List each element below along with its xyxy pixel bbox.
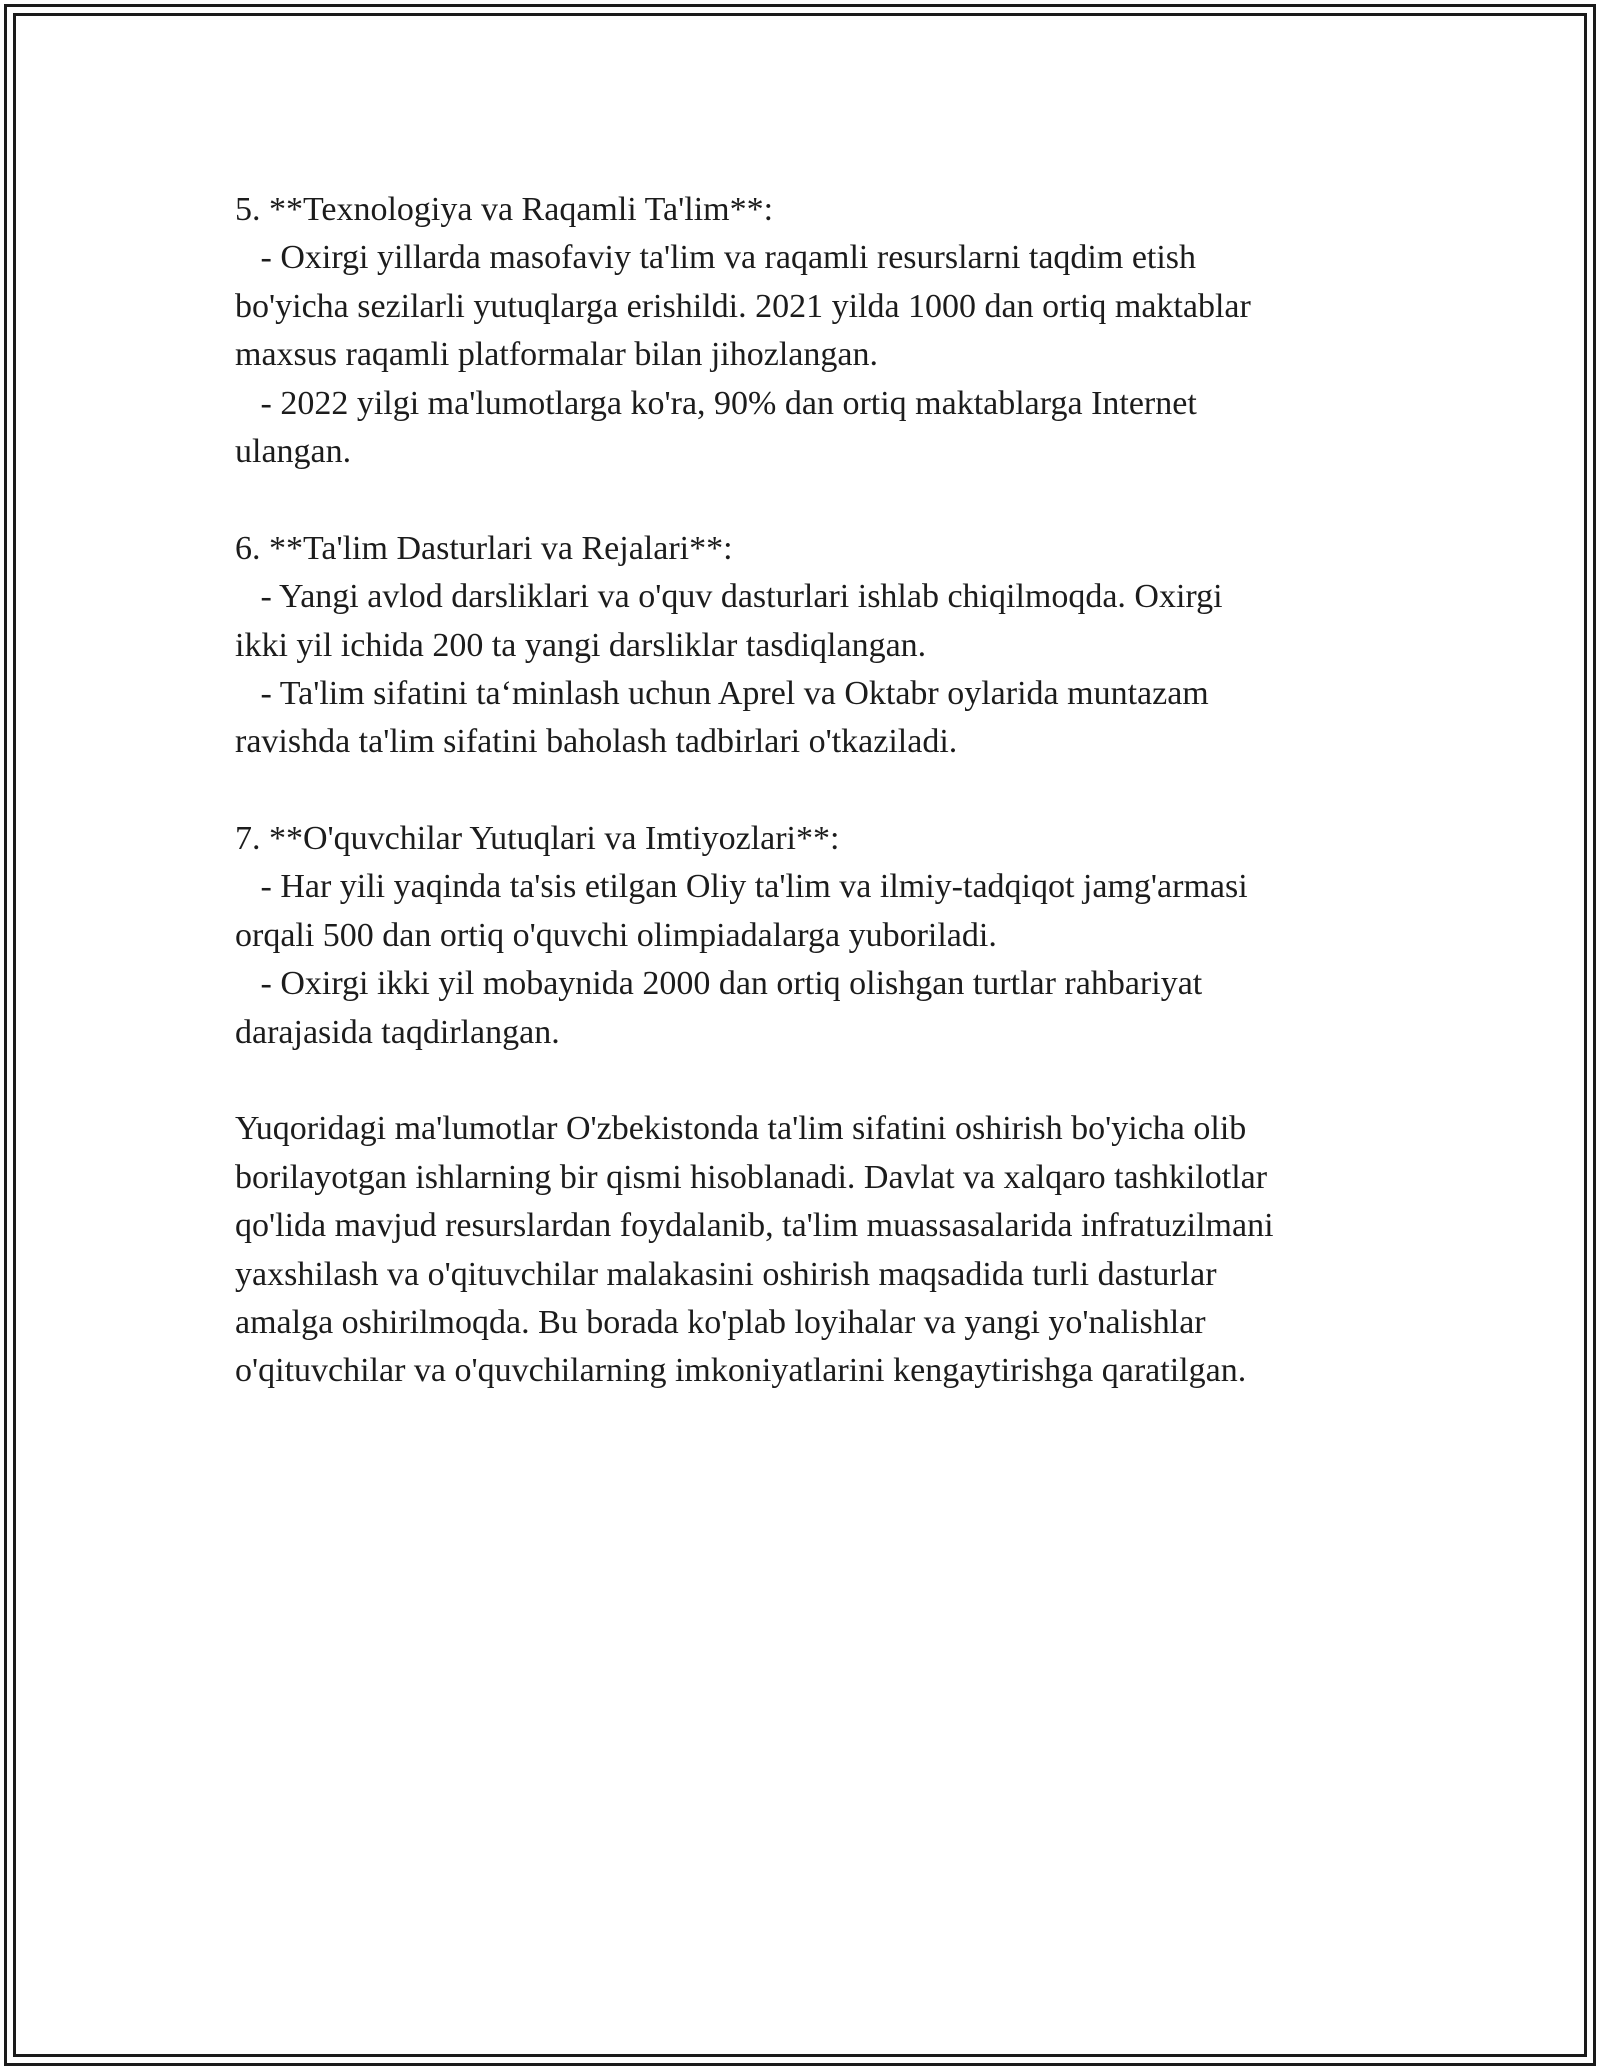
paragraph-line: darajasida taqdirlangan.: [235, 1013, 560, 1051]
section-technology-digital-education: [235, 186, 1415, 476]
paragraph-line: - Oxirgi yillarda masofaviy ta'lim va raqamli resurslarni taqdim etish: [235, 239, 1197, 277]
paragraph-line: bo'yicha sezilarli yutuqlarga erishildi. 2021 yilda 1000 dan ortiq maktablar: [235, 287, 1251, 325]
paragraph-line: o'qituvchilar va o'quvchilarning imkoniyatlarini kengaytirishga qaratilgan.: [235, 1352, 1247, 1390]
paragraph-line: maxsus raqamli platformalar bilan jihozlangan.: [235, 336, 878, 374]
document-body: [235, 186, 1415, 1396]
paragraph-spacer: [235, 767, 1415, 815]
paragraph-line: ikki yil ichida 200 ta yangi darsliklar tasdiqlangan.: [235, 626, 927, 664]
paragraph-line: borilayotgan ishlarning bir qismi hisoblanadi. Davlat va xalqaro tashkilotlar: [235, 1158, 1268, 1196]
paragraph-line: - Yangi avlod darsliklari va o'quv dasturlari ishlab chiqilmoqda. Oxirgi: [235, 578, 1223, 616]
paragraph-line: Yuqoridagi ma'lumotlar O'zbekistonda ta'lim sifatini oshirish bo'yicha olib: [235, 1110, 1247, 1148]
section-heading: 5. **Texnologiya va Raqamli Ta'lim**:: [235, 191, 774, 228]
paragraph-line: - Ta'lim sifatini ta‘minlash uchun Aprel va Oktabr oylarida muntazam: [235, 674, 1209, 712]
paragraph-line: - Har yili yaqinda ta'sis etilgan Oliy ta'lim va ilmiy-tadqiqot jamg'armasi: [235, 868, 1248, 906]
paragraph-spacer: [235, 476, 1415, 524]
paragraph-line: - 2022 yilgi ma'lumotlarga ko'ra, 90% dan ortiq maktablarga Internet: [235, 384, 1197, 422]
paragraph-line: yaxshilash va o'qituvchilar malakasini oshirish maqsadida turli dasturlar: [235, 1255, 1217, 1293]
paragraph-line: - Oxirgi ikki yil mobaynida 2000 dan ortiq olishgan turtlar rahbariyat: [235, 965, 1203, 1003]
section-education-programs: [235, 525, 1415, 767]
paragraph-line: qo'lida mavjud resurslardan foydalanib, ta'lim muassasalarida infratuzilmani: [235, 1207, 1274, 1245]
section-conclusion: [235, 1105, 1415, 1395]
paragraph-spacer: [235, 1057, 1415, 1105]
paragraph-line: ulangan.: [235, 432, 352, 470]
section-heading: 7. **O'quvchilar Yutuqlari va Imtiyozlari**:: [235, 820, 840, 858]
paragraph-line: ravishda ta'lim sifatini baholash tadbirlari o'tkaziladi.: [235, 723, 958, 761]
paragraph-line: orqali 500 dan ortiq o'quvchi olimpiadalarga yuboriladi.: [235, 916, 997, 954]
section-student-achievements: [235, 815, 1415, 1057]
section-heading: 6. **Ta'lim Dasturlari va Rejalari**:: [235, 529, 733, 567]
paragraph-line: amalga oshirilmoqda. Bu borada ko'plab loyihalar va yangi yo'nalishlar: [235, 1303, 1206, 1341]
